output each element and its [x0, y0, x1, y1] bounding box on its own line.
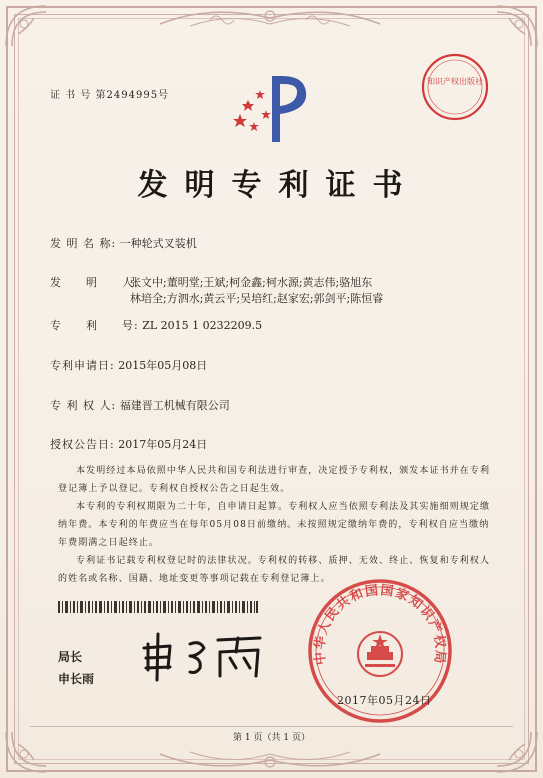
- corner-ornament-icon: [495, 4, 539, 48]
- footer-divider: [30, 726, 513, 727]
- patentee-label: 专 利 权 人:: [50, 399, 117, 412]
- top-ornament-icon: [150, 4, 390, 34]
- inventors-line-1: 张文中;董明堂;王斌;柯金鑫;柯水源;黄志伟;骆旭东: [130, 276, 373, 289]
- page-number: 第 1 页（共 1 页）: [233, 733, 310, 743]
- announcement-date-value: 2017年05月24日: [118, 438, 208, 451]
- national-emblem-icon: [358, 632, 402, 676]
- announcement-date-field: [50, 437, 207, 453]
- seal-text: 中华人民共和国国家知识产权局: [312, 583, 448, 666]
- barcode-icon: [58, 601, 258, 613]
- certificate-number: 证 书 号 第2494995号: [50, 90, 170, 101]
- inventors-label: 发 明 人:: [50, 276, 139, 289]
- director-name: 申长雨: [58, 672, 95, 686]
- body-paragraph-1: 本发明经过本局依照中华人民共和国专利法进行审查，决定授予专利权，颁发本证书并在专利登记簿上予以登记。专利权自授权公告之日起生效。: [58, 466, 491, 494]
- invention-name-label: 发 明 名 称:: [50, 237, 117, 250]
- bottom-ornament-icon: [150, 744, 390, 774]
- issue-date: 2017年05月24日: [337, 694, 432, 707]
- patent-office-logo-icon: [226, 70, 316, 148]
- patentee-field: [50, 398, 230, 414]
- small-red-stamp: [420, 52, 490, 122]
- director-title: 局长: [58, 650, 83, 664]
- inventors-line-2: 林培全;方泗水;黄云平;吴培红;赵家宏;郭剑平;陈恒睿: [130, 292, 384, 305]
- filing-date-value: 2015年05月08日: [118, 359, 208, 372]
- patent-number-value: ZL 2015 1 0232209.5: [142, 319, 263, 332]
- certificate-title: 发明专利证书: [137, 168, 420, 203]
- invention-name-field: [50, 236, 197, 252]
- patentee-value: 福建晋工机械有限公司: [119, 399, 230, 412]
- corner-ornament-icon: [4, 4, 48, 48]
- patent-number-label: 专 利 号:: [50, 319, 139, 332]
- announcement-date-label: 授权公告日:: [50, 438, 115, 451]
- inventors-field: [50, 275, 384, 305]
- handwritten-signature: [140, 630, 270, 682]
- certificate-body: [58, 462, 498, 588]
- body-paragraph-2: 本专利的专利权期限为二十年，自申请日起算。专利权人应当依照专利法及其实施细则规定缴纳年费。本专利的年费应当在每年05月08日前缴纳。未按照规定缴纳年费的，专利权自应当缴纳年费期满之日起终止。: [58, 502, 491, 548]
- small-stamp-text: 知识产权出版社: [427, 77, 483, 86]
- body-paragraph-3: 专利证书记载专利权登记时的法律状况。专利权的转移、质押、无效、终止、恢复和专利权人的姓名或名称、国籍、地址变更等事项记载在专利登记簿上。: [58, 556, 491, 584]
- filing-date-field: [50, 358, 207, 374]
- invention-name-value: 一种轮式叉装机: [119, 237, 197, 250]
- patent-number-field: [50, 318, 262, 334]
- filing-date-label: 专利申请日:: [50, 359, 115, 372]
